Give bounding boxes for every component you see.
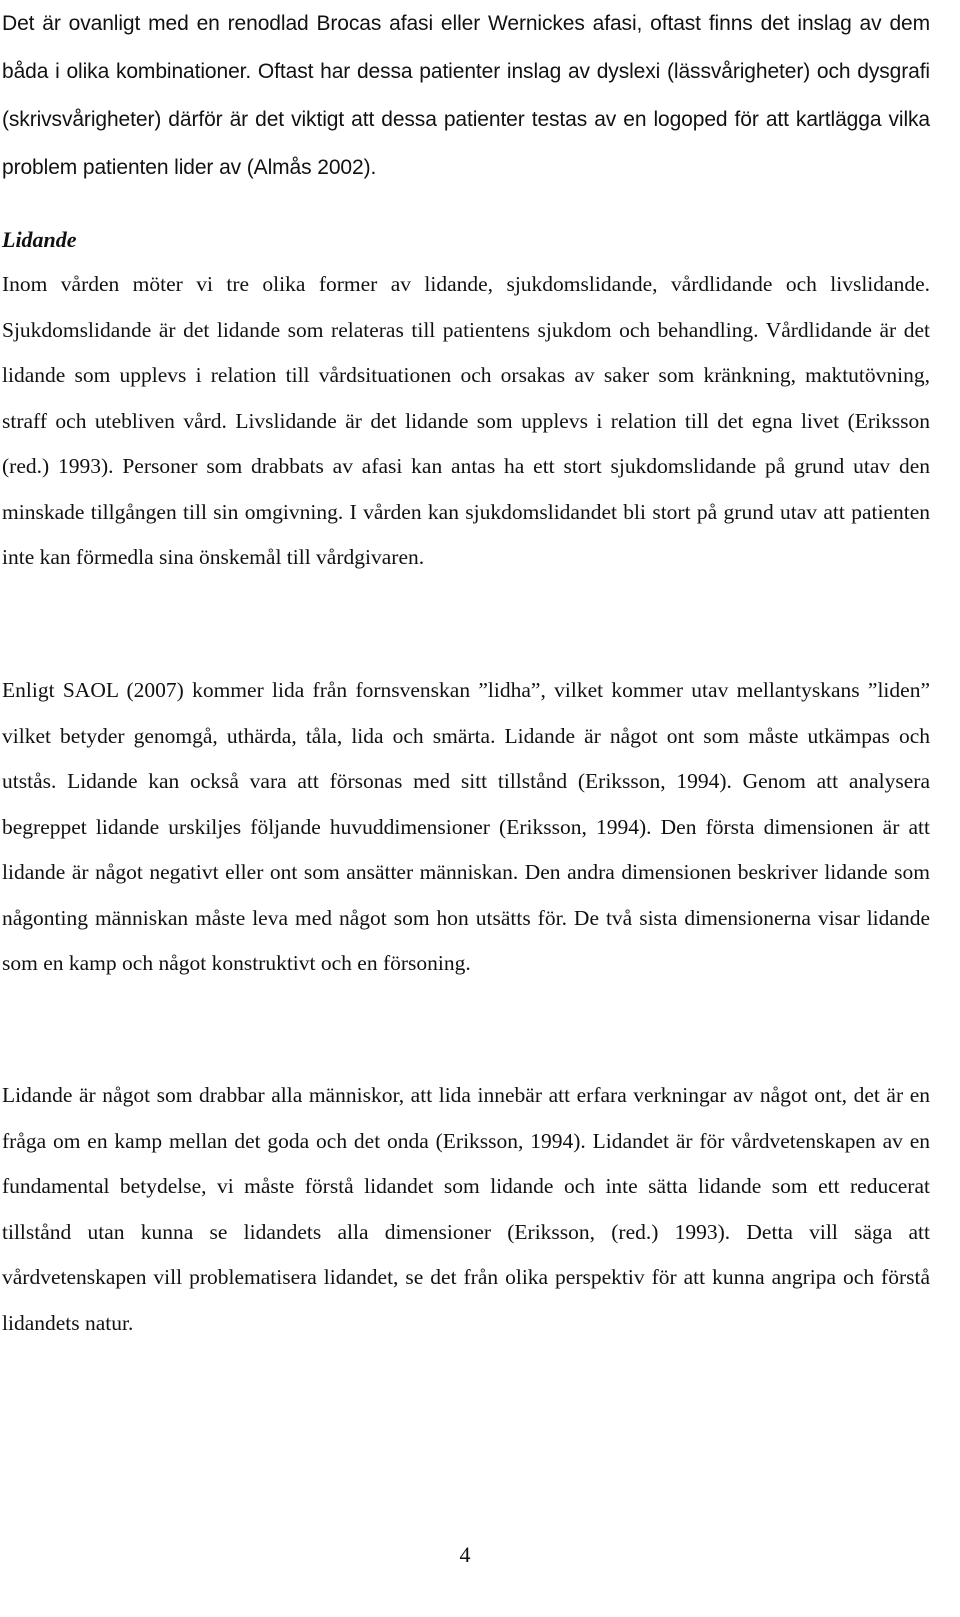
intro-paragraph: Det är ovanligt med en renodlad Brocas afasi eller Wernickes afasi, oftast finns det inslag av dem båda i olika kombinationer. Oftast har dessa patienter inslag av dyslexi (lässvårigheter) och dysgrafi (skrivsvårigheter) därför är det viktigt att dessa patienter testas av en logoped för att kartlägga vilka problem patienten lider av (Almås 2002). — [2, 12, 930, 179]
section-heading-lidande: Lidande — [2, 227, 77, 252]
paragraph-suffering-nature: Lidande är något som drabbar alla människor, att lida innebär att erfara verkningar av något ont, det är en fråga om en kamp mellan det goda och det onda (Eriksson, 1994). Lidandet är för vårdvetenskapen av en fundamental betydelse, vi måste förstå lidandet som lidande och inte sätta lidande som ett reducerat tillstånd utan kunna se lidandets alla dimensioner (Eriksson, (red.) 1993). Detta vill säga att vårdvetenskapen vill problematisera lidandet, se det från olika perspektiv för att kunna angripa och förstå lidandets natur. — [2, 1083, 930, 1335]
paragraph-etymology: Enligt SAOL (2007) kommer lida från fornsvenskan ”lidha”, vilket kommer utav mellantyskans ”liden” vilket betyder genomgå, uthärda, tåla, lida och smärta. Lidande är något ont som måste utkämpas och utstås. Lidande kan också vara att försonas med sitt tillstånd (Eriksson, 1994). Genom att analysera begreppet lidande urskiljes följande huvuddimensioner (Eriksson, 1994). Den första dimensionen är att lidande är något negativt eller ont som ansätter människan. Den andra dimensionen beskriver lidande som någonting människan måste leva med något som hon utsätts för. De två sista dimensionerna visar lidande som en kamp och något konstruktivt och en försoning. — [2, 678, 930, 975]
page-number: 4 — [459, 1542, 471, 1567]
paragraph-forms-of-suffering: Inom vården möter vi tre olika former av lidande, sjukdomslidande, vårdlidande och livslidande. Sjukdomslidande är det lidande som relateras till patientens sjukdom och behandling. Vårdlidande är det lidande som upplevs i relation till vårdsituationen och orsakas av saker som kränkning, maktutövning, straff och utebliven vård. Livslidande är det lidande som upplevs i relation till det egna livet (Eriksson (red.) 1993). Personer som drabbats av afasi kan antas ha ett stort sjukdomslidande på grund utav den minskade tillgången till sin omgivning. I vården kan sjukdomslidandet bli stort på grund utav att patienten inte kan förmedla sina önskemål till vårdgivaren. — [2, 272, 930, 569]
